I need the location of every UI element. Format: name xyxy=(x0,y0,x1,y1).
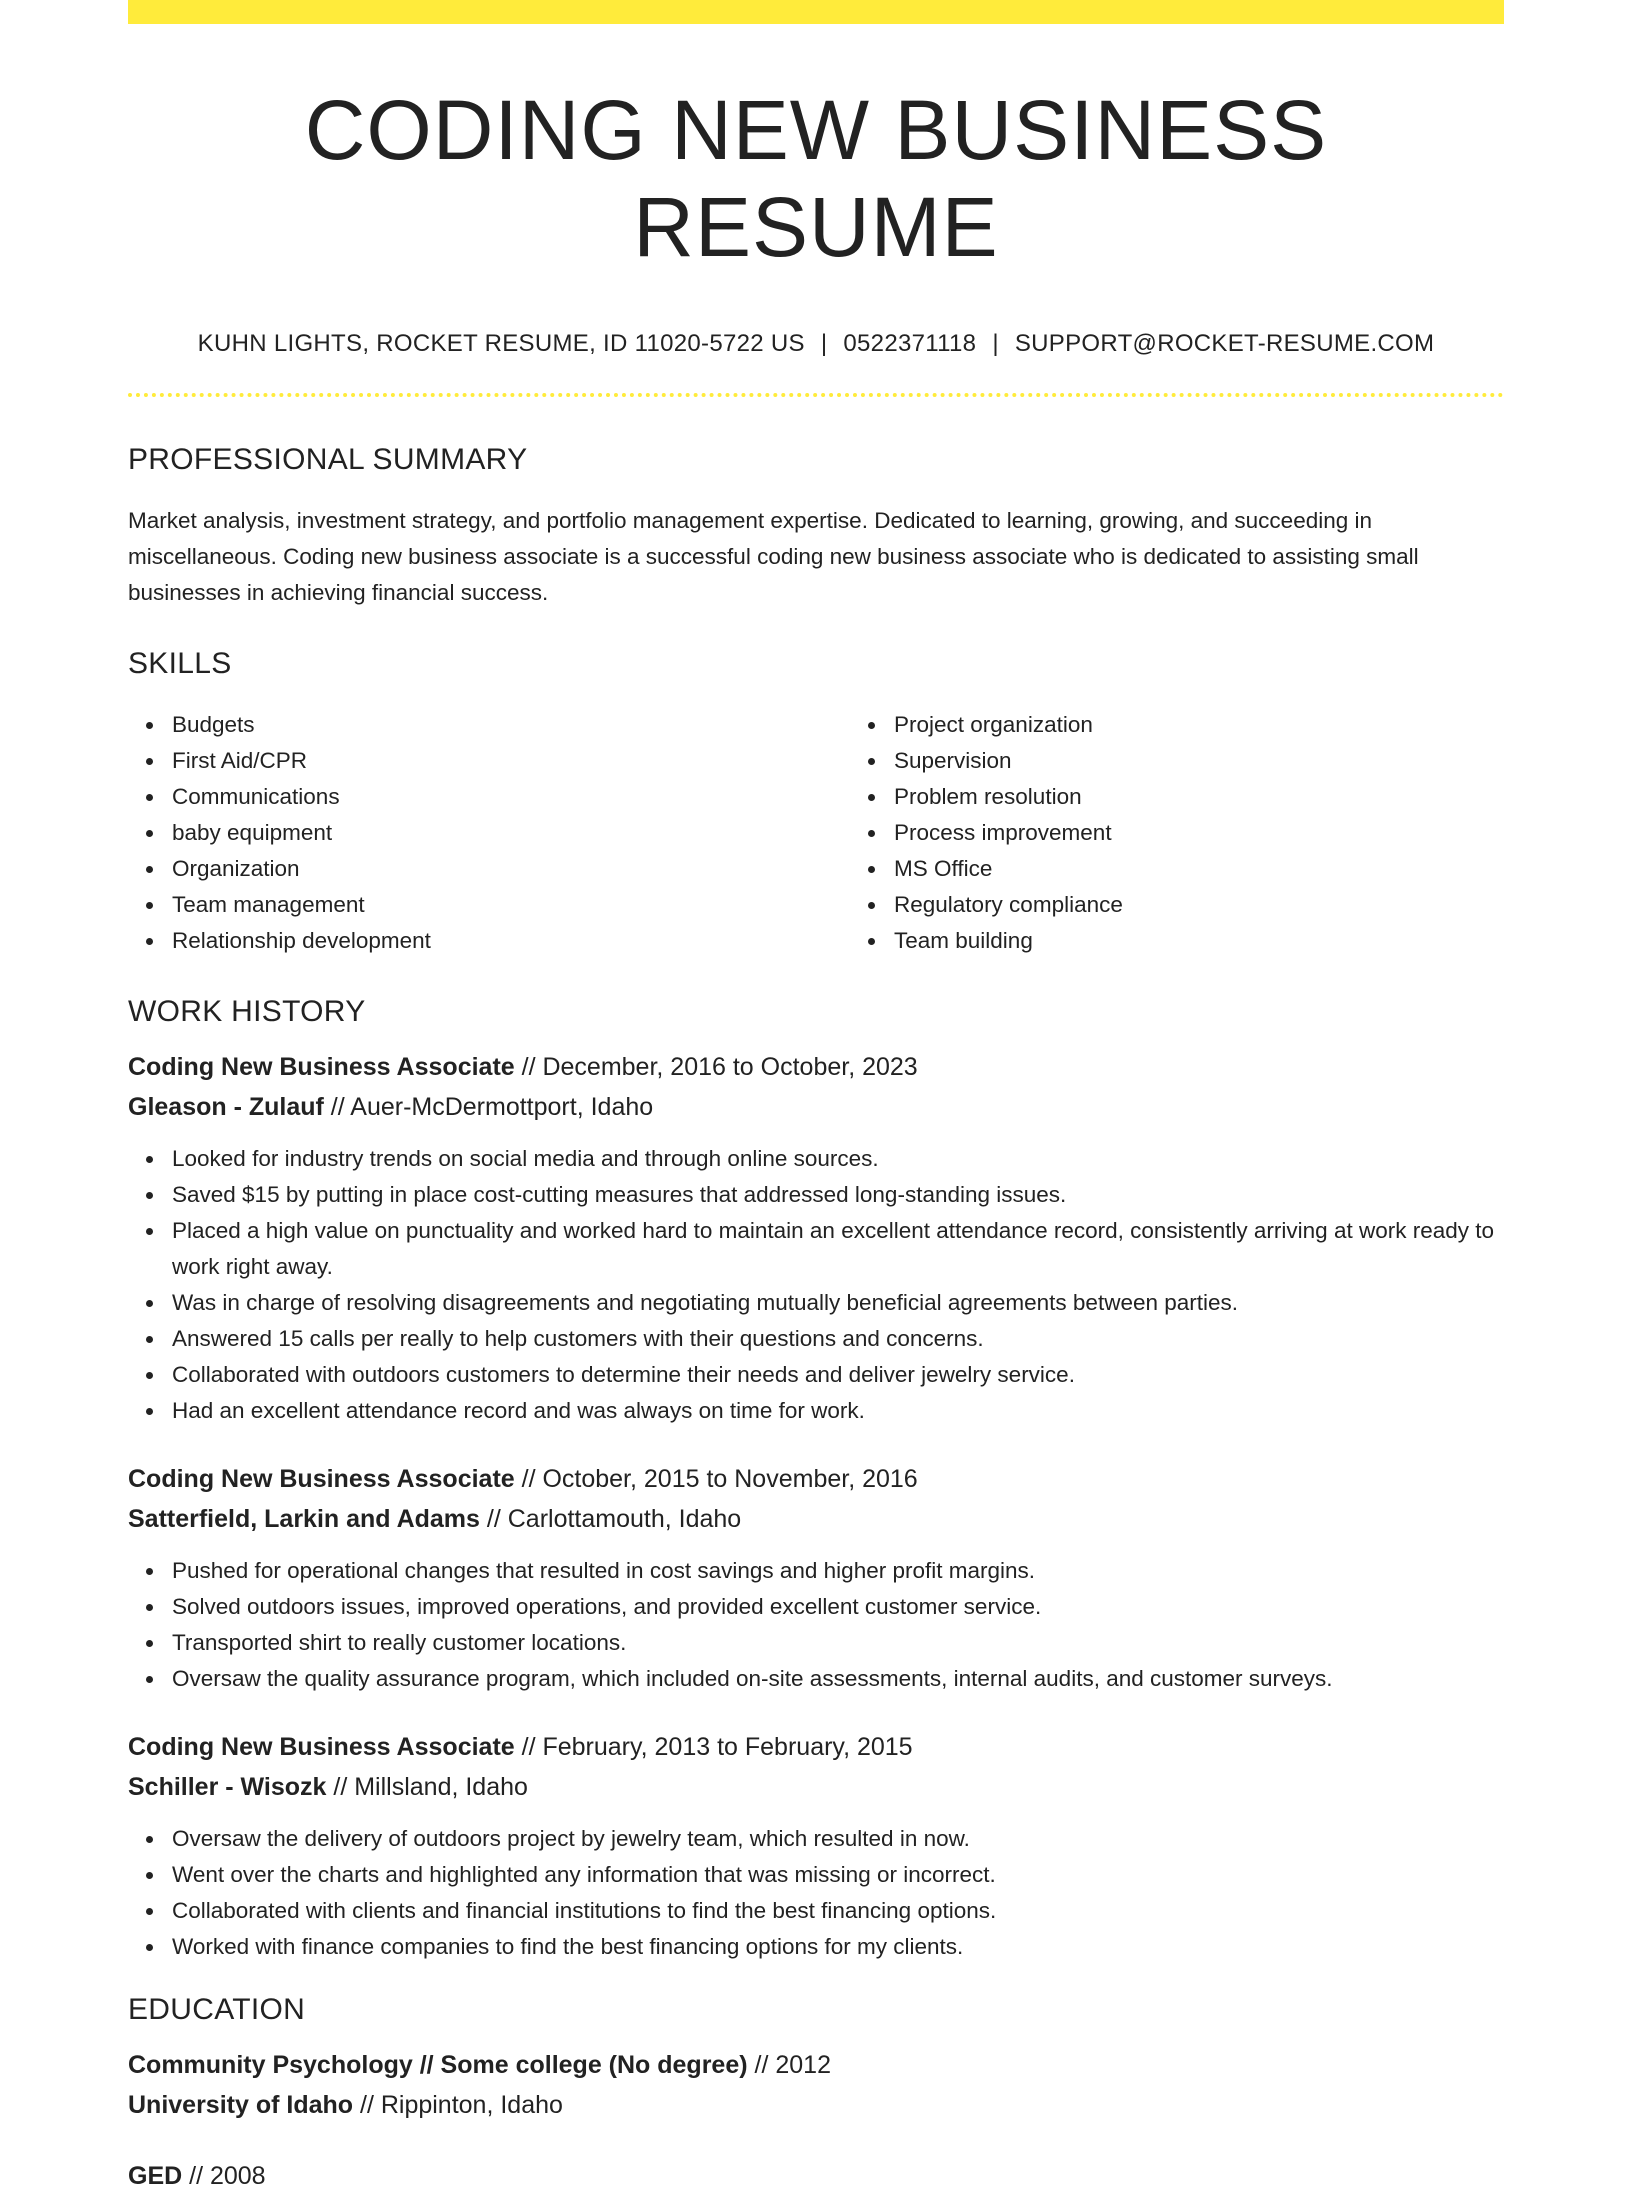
job-bullet: Saved $15 by putting in place cost-cutting measures that addressed long-standing issues. xyxy=(172,1177,1504,1213)
job-title: Coding New Business Associate xyxy=(128,1733,515,1762)
contact-address: KUHN LIGHTS, ROCKET RESUME, ID 11020-5722 US xyxy=(197,330,805,358)
skill-item: Communications xyxy=(172,779,850,815)
job-dates: // October, 2015 to November, 2016 xyxy=(514,1465,918,1494)
job-dates: // February, 2013 to February, 2015 xyxy=(514,1733,913,1762)
education-degree: Community Psychology // Some college (No degree) xyxy=(128,2051,748,2080)
header-divider xyxy=(128,393,1504,397)
job-title-line xyxy=(128,1459,1504,1499)
job-bullet: Oversaw the delivery of outdoors project by jewelry team, which resulted in now. xyxy=(172,1821,1504,1857)
job-bullet: Had an excellent attendance record and was always on time for work. xyxy=(172,1393,1504,1429)
job-bullets xyxy=(128,1553,1504,1697)
job-bullet: Was in charge of resolving disagreements and negotiating mutually beneficial agreements between parties. xyxy=(172,1285,1504,1321)
job-bullets xyxy=(128,1821,1504,1965)
job-bullet: Answered 15 calls per really to help customers with their questions and concerns. xyxy=(172,1321,1504,1357)
education-school: University of Idaho xyxy=(128,2091,354,2120)
education-location: // Rippinton, Idaho xyxy=(353,2091,563,2120)
education-section xyxy=(128,1993,1504,2196)
skills-list-left xyxy=(128,707,850,959)
skill-item: Problem resolution xyxy=(894,779,1572,815)
job-bullet: Oversaw the quality assurance program, which included on-site assessments, internal audits, and customer surveys. xyxy=(172,1661,1504,1697)
education-degree: GED xyxy=(128,2162,183,2191)
job-bullet: Pushed for operational changes that resulted in cost savings and higher profit margins. xyxy=(172,1553,1504,1589)
resume-page xyxy=(128,0,1504,2196)
work-history-section xyxy=(128,995,1504,1965)
job-bullet: Placed a high value on punctuality and worked hard to maintain an excellent attendance record, consistently arriving at work ready to work right away. xyxy=(172,1213,1504,1285)
education-year: // 2012 xyxy=(747,2051,831,2080)
skills-section xyxy=(128,647,1504,959)
skill-item: Budgets xyxy=(172,707,850,743)
job-bullet: Solved outdoors issues, improved operations, and provided excellent customer service. xyxy=(172,1589,1504,1625)
summary-text: Market analysis, investment strategy, and portfolio management expertise. Dedicated to learning, growing, and succeeding in miscellaneous. Coding new business associate is a successful coding new business associate who is dedicated to assisting small businesses in achieving financial success. xyxy=(128,508,1419,606)
job-bullet: Went over the charts and highlighted any information that was missing or incorrect. xyxy=(172,1857,1504,1893)
job-entry xyxy=(128,1727,1504,1965)
skills-columns xyxy=(128,707,1504,959)
skill-item: Process improvement xyxy=(894,815,1572,851)
job-location: // Auer-McDermottport, Idaho xyxy=(323,1093,654,1122)
education-school-line xyxy=(128,2085,1504,2125)
job-company: Gleason - Zulauf xyxy=(128,1093,324,1122)
job-company-line xyxy=(128,1767,1504,1807)
contact-separator: | xyxy=(820,330,828,358)
skill-item: Relationship development xyxy=(172,923,850,959)
contact-phone: 0522371118 xyxy=(843,330,977,358)
skill-item: Project organization xyxy=(894,707,1572,743)
job-company: Schiller - Wisozk xyxy=(128,1773,327,1802)
job-dates: // December, 2016 to October, 2023 xyxy=(514,1053,918,1082)
job-bullets xyxy=(128,1141,1504,1429)
skill-item: baby equipment xyxy=(172,815,850,851)
job-company-line xyxy=(128,1087,1504,1127)
job-bullet: Collaborated with outdoors customers to determine their needs and deliver jewelry service. xyxy=(172,1357,1504,1393)
contact-separator: | xyxy=(992,330,999,358)
job-title: Coding New Business Associate xyxy=(128,1465,515,1494)
education-degree-line xyxy=(128,2156,1504,2196)
work-history-heading: WORK HISTORY xyxy=(128,995,366,1029)
skill-item: Team building xyxy=(894,923,1572,959)
education-heading: EDUCATION xyxy=(128,1993,306,2027)
job-bullet: Collaborated with clients and financial institutions to find the best financing options. xyxy=(172,1893,1504,1929)
summary-heading: PROFESSIONAL SUMMARY xyxy=(128,443,528,477)
job-location: // Carlottamouth, Idaho xyxy=(479,1505,742,1534)
skill-item: Regulatory compliance xyxy=(894,887,1572,923)
skills-heading: SKILLS xyxy=(128,647,232,681)
job-bullet: Worked with finance companies to find the best financing options for my clients. xyxy=(172,1929,1504,1965)
education-degree-line xyxy=(128,2045,1504,2085)
top-accent-bar xyxy=(128,0,1504,24)
skill-item: Supervision xyxy=(894,743,1572,779)
resume-title: CODING NEW BUSINESS RESUME xyxy=(304,83,1328,274)
skills-list-right xyxy=(850,707,1572,959)
skill-item: Organization xyxy=(172,851,850,887)
job-company: Satterfield, Larkin and Adams xyxy=(128,1505,480,1534)
job-bullet: Transported shirt to really customer locations. xyxy=(172,1625,1504,1661)
education-year: // 2008 xyxy=(182,2162,266,2191)
skill-item: MS Office xyxy=(894,851,1572,887)
contact-email: SUPPORT@ROCKET-RESUME.COM xyxy=(1014,330,1435,358)
skill-item: Team management xyxy=(172,887,850,923)
job-title: Coding New Business Associate xyxy=(128,1053,515,1082)
job-title-line xyxy=(128,1727,1504,1767)
job-location: // Millsland, Idaho xyxy=(326,1773,528,1802)
job-entry xyxy=(128,1047,1504,1429)
job-bullet: Looked for industry trends on social media and through online sources. xyxy=(172,1141,1504,1177)
summary-section xyxy=(128,443,1504,611)
job-title-line xyxy=(128,1047,1504,1087)
skill-item: First Aid/CPR xyxy=(172,743,850,779)
job-company-line xyxy=(128,1499,1504,1539)
job-entry xyxy=(128,1459,1504,1697)
contact-line xyxy=(128,330,1504,358)
